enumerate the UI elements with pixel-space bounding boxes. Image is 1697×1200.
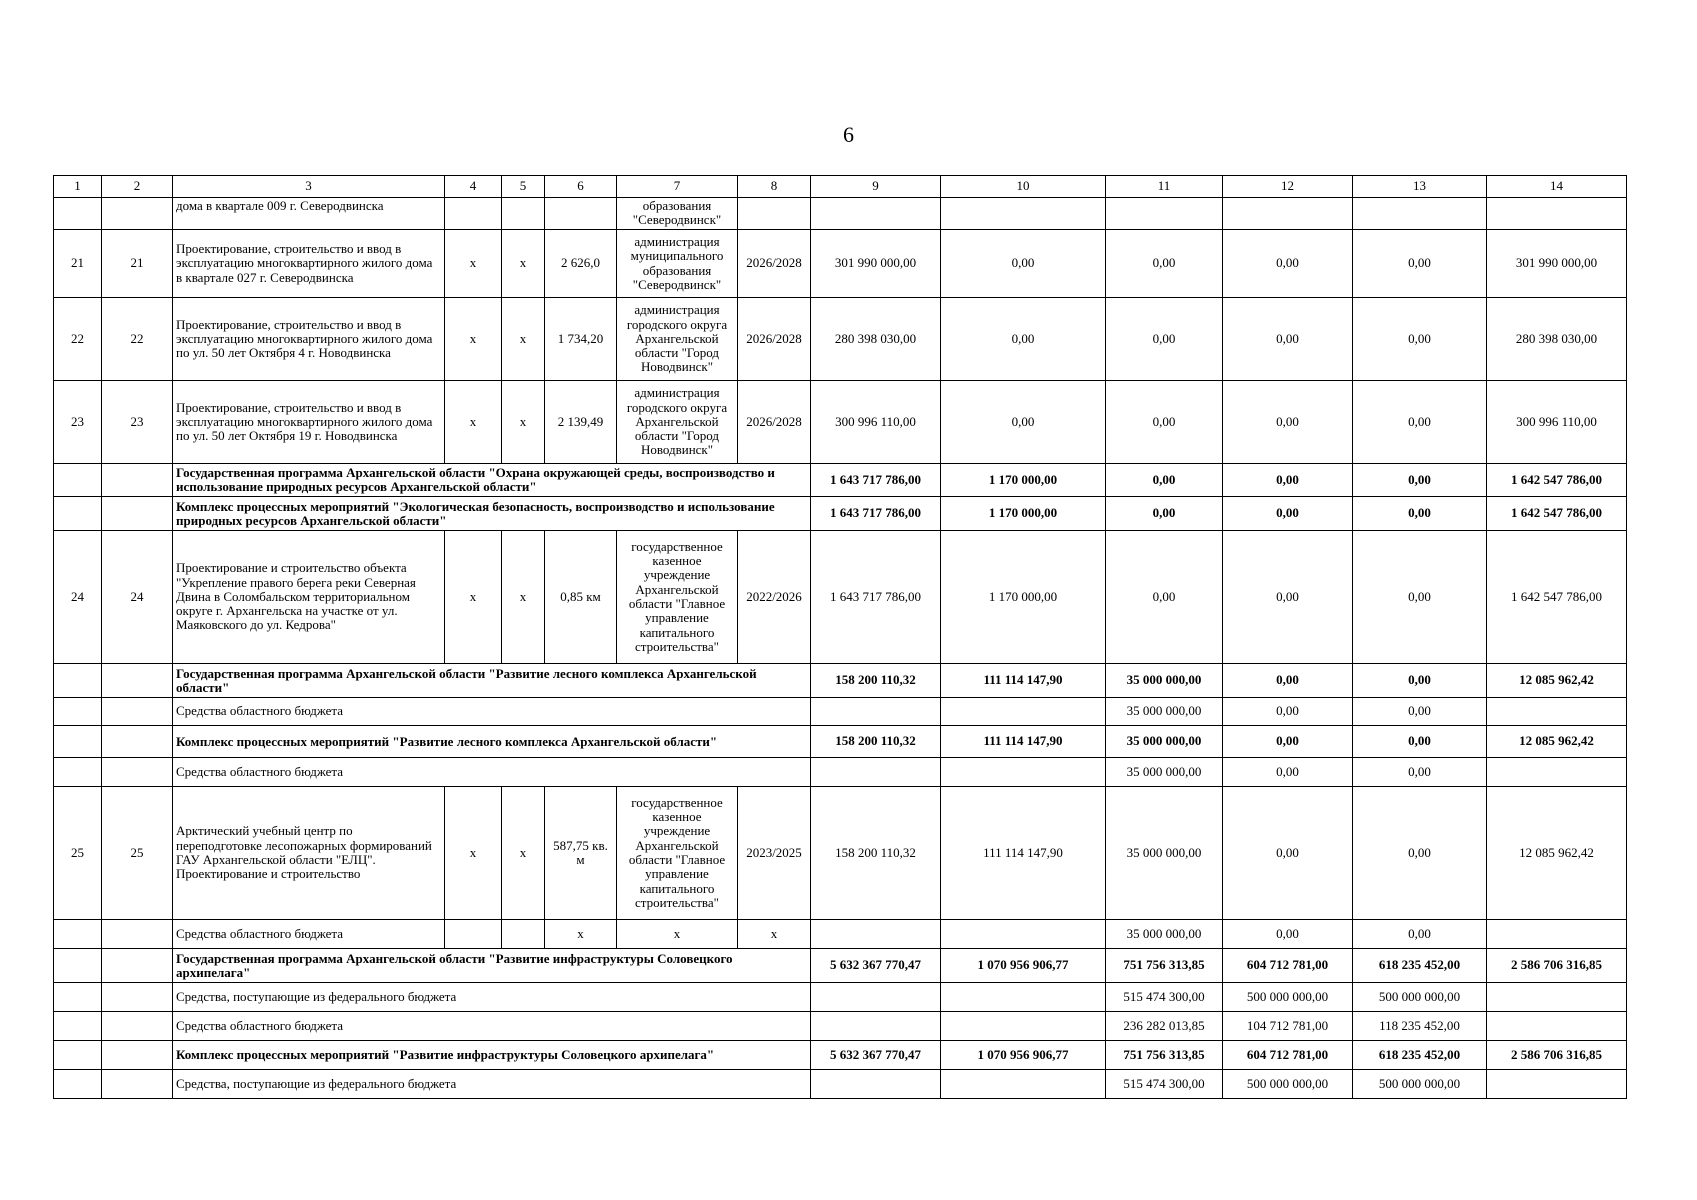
header-cell: 10 — [941, 176, 1106, 198]
amount-cell: 158 200 110,32 — [811, 664, 941, 698]
period: 2026/2028 — [738, 381, 811, 464]
amount-cell: 1 642 547 786,00 — [1487, 464, 1627, 497]
amount-cell: 1 642 547 786,00 — [1487, 531, 1627, 664]
header-cell: 6 — [545, 176, 617, 198]
period: 2022/2026 — [738, 531, 811, 664]
amount-cell: 0,00 — [1353, 230, 1487, 298]
capacity: 2 139,49 — [545, 381, 617, 464]
amount-cell: 35 000 000,00 — [1106, 787, 1223, 920]
amount-cell: 0,00 — [1106, 464, 1223, 497]
amount-cell: 0,00 — [1353, 464, 1487, 497]
responsible-org: администрация муниципального образования "Северодвинск" — [617, 230, 738, 298]
object-name: дома в квартале 009 г. Северодвинска — [173, 198, 445, 230]
table-row — [54, 381, 1627, 464]
funding-source-label: Средства, поступающие из федерального бюджета — [173, 983, 811, 1012]
funding-source-row — [54, 1070, 1627, 1099]
period: 2026/2028 — [738, 230, 811, 298]
header-cell: 1 — [54, 176, 102, 198]
table-row — [54, 787, 1627, 920]
amount-cell: 0,00 — [1106, 381, 1223, 464]
amount-cell: 300 996 110,00 — [1487, 381, 1627, 464]
amount-cell: 1 642 547 786,00 — [1487, 497, 1627, 531]
header-cell: 8 — [738, 176, 811, 198]
complex-title: Комплекс процессных мероприятий "Развитие инфраструктуры Соловецкого архипелага" — [173, 1041, 811, 1070]
object-name: Проектирование и строительство объекта "Укрепление правого берега реки Северная Двина в Соломбальском территориальном округе г. Архангельска на участке от ул. Маяковского до ул. Кедрова" — [173, 531, 445, 664]
amount-cell: 35 000 000,00 — [1106, 758, 1223, 787]
amount-cell: 301 990 000,00 — [1487, 230, 1627, 298]
amount-cell: 0,00 — [1353, 497, 1487, 531]
amount-cell: 111 114 147,90 — [941, 787, 1106, 920]
amount-cell: 2 586 706 316,85 — [1487, 1041, 1627, 1070]
complex-row — [54, 726, 1627, 758]
amount-cell: 158 200 110,32 — [811, 726, 941, 758]
header-cell: 7 — [617, 176, 738, 198]
header-cell: 2 — [102, 176, 173, 198]
amount-cell: 118 235 452,00 — [1353, 1012, 1487, 1041]
amount-cell: 1 070 956 906,77 — [941, 1041, 1106, 1070]
header-cell: 13 — [1353, 176, 1487, 198]
row-index: 21 — [102, 230, 173, 298]
funding-source-row — [54, 983, 1627, 1012]
amount-cell: 2 586 706 316,85 — [1487, 949, 1627, 983]
amount-cell: 35 000 000,00 — [1106, 726, 1223, 758]
header-cell: 12 — [1223, 176, 1353, 198]
amount-cell: 1 170 000,00 — [941, 497, 1106, 531]
program-row — [54, 664, 1627, 698]
funding-source-label: Средства областного бюджета — [173, 698, 811, 726]
amount-cell: 1 070 956 906,77 — [941, 949, 1106, 983]
amount-cell: 0,00 — [1353, 787, 1487, 920]
amount-cell: 0,00 — [1106, 497, 1223, 531]
amount-cell: 0,00 — [1353, 698, 1487, 726]
program-title: Государственная программа Архангельской области "Развитие инфраструктуры Соловецкого архипелага" — [173, 949, 811, 983]
complex-row — [54, 497, 1627, 531]
amount-cell: 515 474 300,00 — [1106, 983, 1223, 1012]
amount-cell: 515 474 300,00 — [1106, 1070, 1223, 1099]
amount-cell: 751 756 313,85 — [1106, 1041, 1223, 1070]
header-cell: 5 — [502, 176, 545, 198]
amount-cell: 0,00 — [1223, 920, 1353, 949]
amount-cell: 0,00 — [1353, 381, 1487, 464]
amount-cell: 5 632 367 770,47 — [811, 949, 941, 983]
table-row — [54, 298, 1627, 381]
funding-source-label: Средства областного бюджета — [173, 1012, 811, 1041]
cell: х — [445, 531, 502, 664]
row-index: 22 — [54, 298, 102, 381]
object-name: Проектирование, строительство и ввод в эксплуатацию многоквартирного жилого дома по ул. 50 лет Октября 19 г. Новодвинска — [173, 381, 445, 464]
amount-cell: 0,00 — [1353, 726, 1487, 758]
amount-cell: 0,00 — [1106, 298, 1223, 381]
amount-cell: 0,00 — [1106, 531, 1223, 664]
program-title: Государственная программа Архангельской области "Развитие лесного комплекса Архангельской области" — [173, 664, 811, 698]
row-index: 22 — [102, 298, 173, 381]
amount-cell: 35 000 000,00 — [1106, 698, 1223, 726]
header-cell: 11 — [1106, 176, 1223, 198]
amount-cell: 12 085 962,42 — [1487, 787, 1627, 920]
amount-cell: 158 200 110,32 — [811, 787, 941, 920]
complex-row — [54, 1041, 1627, 1070]
complex-title: Комплекс процессных мероприятий "Экологическая безопасность, воспроизводство и использование природных ресурсов Архангельской области" — [173, 497, 811, 531]
complex-title: Комплекс процессных мероприятий "Развитие лесного комплекса Архангельской области" — [173, 726, 811, 758]
period: 2023/2025 — [738, 787, 811, 920]
amount-cell: 0,00 — [1353, 531, 1487, 664]
row-index: 24 — [102, 531, 173, 664]
cell: х — [502, 381, 545, 464]
amount-cell: 604 712 781,00 — [1223, 949, 1353, 983]
row-index: 23 — [102, 381, 173, 464]
funding-source-label: Средства областного бюджета — [173, 920, 445, 949]
table-header-row — [54, 176, 1627, 198]
cell: х — [445, 230, 502, 298]
amount-cell: 35 000 000,00 — [1106, 664, 1223, 698]
period: 2026/2028 — [738, 298, 811, 381]
page-number: 6 — [843, 122, 854, 147]
row-index: 24 — [54, 531, 102, 664]
amount-cell: 1 643 717 786,00 — [811, 497, 941, 531]
funding-source-label: Средства областного бюджета — [173, 758, 811, 787]
funding-source-label: Средства, поступающие из федерального бюджета — [173, 1070, 811, 1099]
header-cell: 3 — [173, 176, 445, 198]
amount-cell: 5 632 367 770,47 — [811, 1041, 941, 1070]
funding-source-row — [54, 920, 1627, 949]
funding-source-row — [54, 698, 1627, 726]
amount-cell: 236 282 013,85 — [1106, 1012, 1223, 1041]
amount-cell: 0,00 — [1106, 230, 1223, 298]
cell: х — [502, 787, 545, 920]
responsible-org: администрация городского округа Архангельской области "Город Новодвинск" — [617, 381, 738, 464]
object-name: Проектирование, строительство и ввод в эксплуатацию многоквартирного жилого дома по ул. 50 лет Октября 4 г. Новодвинска — [173, 298, 445, 381]
cell: х — [545, 920, 617, 949]
responsible-org: администрация городского округа Архангельской области "Город Новодвинск" — [617, 298, 738, 381]
cell: х — [502, 298, 545, 381]
amount-cell: 0,00 — [1223, 664, 1353, 698]
amount-cell: 1 170 000,00 — [941, 464, 1106, 497]
table-row — [54, 230, 1627, 298]
amount-cell: 0,00 — [1223, 758, 1353, 787]
amount-cell: 280 398 030,00 — [811, 298, 941, 381]
amount-cell: 0,00 — [1223, 464, 1353, 497]
row-index: 23 — [54, 381, 102, 464]
capacity: 587,75 кв. м — [545, 787, 617, 920]
funding-source-row — [54, 1012, 1627, 1041]
header-cell: 4 — [445, 176, 502, 198]
capacity: 0,85 км — [545, 531, 617, 664]
amount-cell: 618 235 452,00 — [1353, 1041, 1487, 1070]
capacity: 2 626,0 — [545, 230, 617, 298]
amount-cell: 0,00 — [1223, 230, 1353, 298]
amount-cell: 0,00 — [1353, 298, 1487, 381]
amount-cell: 104 712 781,00 — [1223, 1012, 1353, 1041]
amount-cell: 12 085 962,42 — [1487, 726, 1627, 758]
amount-cell: 500 000 000,00 — [1223, 1070, 1353, 1099]
capacity: 1 734,20 — [545, 298, 617, 381]
cell: х — [738, 920, 811, 949]
amount-cell: 0,00 — [941, 230, 1106, 298]
amount-cell: 1 643 717 786,00 — [811, 464, 941, 497]
amount-cell: 0,00 — [1223, 787, 1353, 920]
amount-cell: 1 643 717 786,00 — [811, 531, 941, 664]
amount-cell: 500 000 000,00 — [1353, 983, 1487, 1012]
row-index: 25 — [54, 787, 102, 920]
amount-cell: 280 398 030,00 — [1487, 298, 1627, 381]
program-row — [54, 464, 1627, 497]
amount-cell: 111 114 147,90 — [941, 664, 1106, 698]
header-cell: 9 — [811, 176, 941, 198]
responsible-org: государственное казенное учреждение Архангельской области "Главное управление капитального строительства" — [617, 787, 738, 920]
amount-cell: 0,00 — [1223, 698, 1353, 726]
amount-cell: 0,00 — [941, 381, 1106, 464]
responsible-org: государственное казенное учреждение Архангельской области "Главное управление капитального строительства" — [617, 531, 738, 664]
amount-cell: 0,00 — [941, 298, 1106, 381]
row-index: 21 — [54, 230, 102, 298]
amount-cell: 618 235 452,00 — [1353, 949, 1487, 983]
amount-cell: 35 000 000,00 — [1106, 920, 1223, 949]
object-name: Арктический учебный центр по переподготовке лесопожарных формирований ГАУ Архангельской области "ЕЛЦ". Проектирование и строительство — [173, 787, 445, 920]
amount-cell: 0,00 — [1223, 531, 1353, 664]
cell: х — [617, 920, 738, 949]
cell: х — [445, 381, 502, 464]
amount-cell: 500 000 000,00 — [1353, 1070, 1487, 1099]
cell: х — [502, 230, 545, 298]
amount-cell: 604 712 781,00 — [1223, 1041, 1353, 1070]
amount-cell: 1 170 000,00 — [941, 531, 1106, 664]
funding-source-row — [54, 758, 1627, 787]
amount-cell: 300 996 110,00 — [811, 381, 941, 464]
responsible-org: образования "Северодвинск" — [617, 198, 738, 230]
amount-cell: 12 085 962,42 — [1487, 664, 1627, 698]
amount-cell: 751 756 313,85 — [1106, 949, 1223, 983]
amount-cell: 0,00 — [1223, 497, 1353, 531]
program-title: Государственная программа Архангельской области "Охрана окружающей среды, воспроизводство и использование природных ресурсов Архангельской области" — [173, 464, 811, 497]
amount-cell: 500 000 000,00 — [1223, 983, 1353, 1012]
program-row — [54, 949, 1627, 983]
amount-cell: 0,00 — [1353, 758, 1487, 787]
amount-cell: 0,00 — [1353, 664, 1487, 698]
cell: х — [445, 298, 502, 381]
amount-cell: 0,00 — [1223, 381, 1353, 464]
header-cell: 14 — [1487, 176, 1627, 198]
amount-cell: 0,00 — [1223, 726, 1353, 758]
object-name: Проектирование, строительство и ввод в эксплуатацию многоквартирного жилого дома в квартале 027 г. Северодвинска — [173, 230, 445, 298]
amount-cell: 111 114 147,90 — [941, 726, 1106, 758]
amount-cell: 0,00 — [1353, 920, 1487, 949]
table-row — [54, 531, 1627, 664]
amount-cell: 301 990 000,00 — [811, 230, 941, 298]
budget-table — [53, 175, 1627, 1099]
row-index: 25 — [102, 787, 173, 920]
cell: х — [445, 787, 502, 920]
table-row — [54, 198, 1627, 230]
amount-cell: 0,00 — [1223, 298, 1353, 381]
cell: х — [502, 531, 545, 664]
